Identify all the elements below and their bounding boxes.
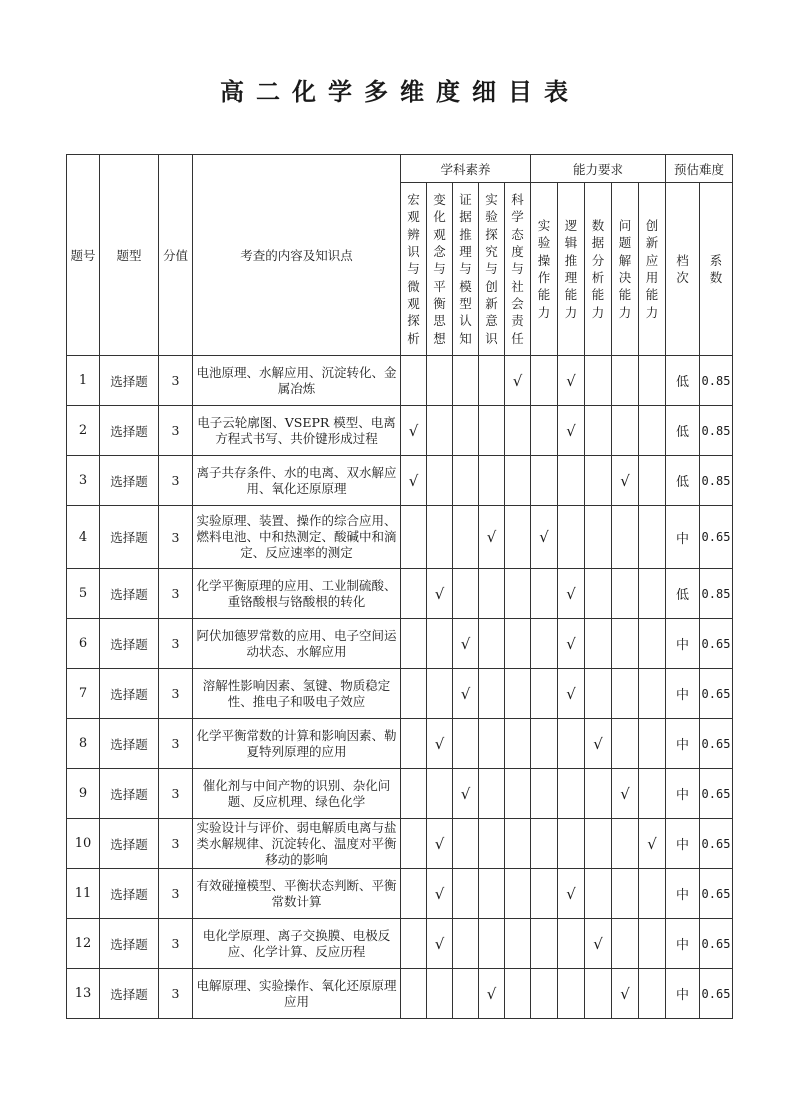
header-type: 题型 [100,155,159,356]
table-row [67,919,733,969]
ability-cell-2 [558,919,585,969]
ability-cell-1 [531,869,558,919]
ability-cell-1 [531,969,558,1019]
table-row [67,869,733,919]
question-content: 电池原理、水解应用、沉淀转化、金属冶炼 [193,356,401,406]
header-literacy-2: 变化观念与平衡思想 [427,183,453,356]
difficulty-coef: 0.85 [700,356,733,406]
question-number: 1 [67,356,100,406]
question-score: 3 [159,506,193,569]
literacy-cell-2 [427,619,453,669]
header-level: 档次 [666,183,700,356]
ability-cell-1 [531,569,558,619]
question-number: 10 [67,819,100,869]
header-ability-4: 问题解决能力 [612,183,639,356]
ability-cell-1 [531,919,558,969]
header-literacy-5: 科学态度与社会责任 [505,183,531,356]
check-mark: √ [453,619,479,669]
difficulty-coef: 0.65 [700,769,733,819]
check-mark: √ [531,506,558,569]
literacy-cell-1 [401,569,427,619]
question-content: 化学平衡常数的计算和影响因素、勒夏特列原理的应用 [193,719,401,769]
table-row [67,669,733,719]
check-mark: √ [612,769,639,819]
literacy-cell-2 [427,769,453,819]
table-row [67,719,733,769]
literacy-cell-3 [453,819,479,869]
literacy-cell-2 [427,356,453,406]
literacy-cell-4 [479,669,505,719]
ability-cell-4 [612,669,639,719]
question-type: 选择题 [100,719,159,769]
table-row [67,356,733,406]
check-mark: √ [558,406,585,456]
ability-cell-4 [612,506,639,569]
literacy-cell-4 [479,719,505,769]
literacy-cell-4 [479,919,505,969]
literacy-cell-2 [427,456,453,506]
difficulty-coef: 0.65 [700,719,733,769]
literacy-cell-1 [401,869,427,919]
question-number: 2 [67,406,100,456]
literacy-cell-3 [453,569,479,619]
question-score: 3 [159,869,193,919]
difficulty-level: 低 [666,356,700,406]
table-row [67,819,733,869]
ability-cell-4 [612,619,639,669]
difficulty-level: 中 [666,819,700,869]
check-mark: √ [585,719,612,769]
literacy-cell-4 [479,356,505,406]
literacy-cell-5 [505,456,531,506]
check-mark: √ [453,769,479,819]
check-mark: √ [558,669,585,719]
question-score: 3 [159,919,193,969]
question-content: 有效碰撞模型、平衡状态判断、平衡常数计算 [193,869,401,919]
ability-cell-1 [531,406,558,456]
ability-cell-3 [585,769,612,819]
table-row [67,569,733,619]
ability-cell-1 [531,669,558,719]
difficulty-level: 低 [666,569,700,619]
question-content: 离子共存条件、水的电离、双水解应用、氧化还原原理 [193,456,401,506]
question-score: 3 [159,669,193,719]
literacy-cell-3 [453,456,479,506]
question-number: 13 [67,969,100,1019]
ability-cell-4 [612,919,639,969]
check-mark: √ [427,869,453,919]
question-content: 电化学原理、离子交换膜、电极反应、化学计算、反应历程 [193,919,401,969]
ability-cell-5 [639,456,666,506]
ability-cell-3 [585,506,612,569]
literacy-cell-5 [505,619,531,669]
header-ability-3: 数据分析能力 [585,183,612,356]
ability-cell-2 [558,506,585,569]
difficulty-level: 低 [666,456,700,506]
ability-cell-4 [612,719,639,769]
difficulty-level: 中 [666,969,700,1019]
check-mark: √ [427,819,453,869]
ability-cell-1 [531,719,558,769]
difficulty-coef: 0.85 [700,456,733,506]
check-mark: √ [558,869,585,919]
literacy-cell-1 [401,769,427,819]
header-literacy-3: 证据推理与模型认知 [453,183,479,356]
ability-cell-1 [531,769,558,819]
page-title: 高二化学多维度细目表 [220,77,580,106]
ability-cell-5 [639,769,666,819]
literacy-cell-5 [505,869,531,919]
difficulty-level: 中 [666,619,700,669]
difficulty-coef: 0.65 [700,506,733,569]
difficulty-coef: 0.85 [700,406,733,456]
ability-cell-4 [612,356,639,406]
literacy-cell-5 [505,819,531,869]
difficulty-level: 中 [666,719,700,769]
literacy-cell-5 [505,969,531,1019]
ability-cell-3 [585,669,612,719]
header-ability-group: 能力要求 [531,155,666,183]
ability-cell-3 [585,969,612,1019]
ability-cell-5 [639,869,666,919]
literacy-cell-1 [401,669,427,719]
question-content: 电子云轮廓图、VSEPR 模型、电离方程式书写、共价键形成过程 [193,406,401,456]
literacy-cell-4 [479,456,505,506]
question-type: 选择题 [100,869,159,919]
ability-cell-5 [639,919,666,969]
question-score: 3 [159,719,193,769]
question-score: 3 [159,456,193,506]
ability-cell-3 [585,819,612,869]
question-score: 3 [159,969,193,1019]
literacy-cell-1 [401,619,427,669]
literacy-cell-3 [453,506,479,569]
literacy-cell-3 [453,869,479,919]
ability-cell-3 [585,456,612,506]
literacy-cell-3 [453,969,479,1019]
question-score: 3 [159,819,193,869]
difficulty-level: 中 [666,869,700,919]
question-type: 选择题 [100,769,159,819]
check-mark: √ [505,356,531,406]
literacy-cell-2 [427,506,453,569]
check-mark: √ [427,569,453,619]
difficulty-coef: 0.65 [700,869,733,919]
ability-cell-3 [585,619,612,669]
table-row [67,506,733,569]
ability-cell-4 [612,569,639,619]
question-type: 选择题 [100,456,159,506]
ability-cell-2 [558,819,585,869]
check-mark: √ [612,456,639,506]
table-row [67,619,733,669]
literacy-cell-4 [479,619,505,669]
literacy-cell-5 [505,769,531,819]
literacy-cell-2 [427,969,453,1019]
ability-cell-3 [585,356,612,406]
question-content: 催化剂与中间产物的识别、杂化问题、反应机理、绿色化学 [193,769,401,819]
check-mark: √ [401,456,427,506]
ability-cell-5 [639,406,666,456]
detail-table [66,154,733,1019]
question-type: 选择题 [100,356,159,406]
literacy-cell-5 [505,569,531,619]
ability-cell-5 [639,356,666,406]
ability-cell-5 [639,506,666,569]
literacy-cell-1 [401,969,427,1019]
literacy-cell-2 [427,406,453,456]
literacy-cell-3 [453,719,479,769]
question-number: 8 [67,719,100,769]
header-coef: 系数 [700,183,733,356]
question-number: 11 [67,869,100,919]
ability-cell-3 [585,869,612,919]
header-content: 考查的内容及知识点 [193,155,401,356]
table-row [67,969,733,1019]
header-literacy-group: 学科素养 [401,155,531,183]
literacy-cell-1 [401,719,427,769]
difficulty-coef: 0.65 [700,969,733,1019]
header-literacy-1: 宏观辨识与微观探析 [401,183,427,356]
literacy-cell-4 [479,819,505,869]
question-type: 选择题 [100,969,159,1019]
question-number: 7 [67,669,100,719]
ability-cell-1 [531,819,558,869]
literacy-cell-1 [401,919,427,969]
question-type: 选择题 [100,569,159,619]
ability-cell-1 [531,619,558,669]
ability-cell-4 [612,869,639,919]
question-type: 选择题 [100,669,159,719]
header-literacy-4: 实验探究与创新意识 [479,183,505,356]
header-ability-5: 创新应用能力 [639,183,666,356]
literacy-cell-1 [401,819,427,869]
literacy-cell-4 [479,869,505,919]
question-type: 选择题 [100,506,159,569]
question-type: 选择题 [100,619,159,669]
header-difficulty-group: 预估难度 [666,155,733,183]
ability-cell-5 [639,669,666,719]
table-row [67,769,733,819]
question-content: 化学平衡原理的应用、工业制硫酸、重铬酸根与铬酸根的转化 [193,569,401,619]
question-score: 3 [159,769,193,819]
ability-cell-2 [558,456,585,506]
difficulty-level: 中 [666,769,700,819]
ability-cell-5 [639,969,666,1019]
literacy-cell-5 [505,406,531,456]
ability-cell-1 [531,356,558,406]
ability-cell-4 [612,819,639,869]
question-type: 选择题 [100,406,159,456]
ability-cell-2 [558,769,585,819]
literacy-cell-5 [505,506,531,569]
literacy-cell-2 [427,669,453,719]
question-content: 阿伏加德罗常数的应用、电子空间运动状态、水解应用 [193,619,401,669]
header-ability-1: 实验操作能力 [531,183,558,356]
header-ability-2: 逻辑推理能力 [558,183,585,356]
difficulty-coef: 0.65 [700,919,733,969]
literacy-cell-4 [479,769,505,819]
difficulty-level: 低 [666,406,700,456]
question-content: 电解原理、实验操作、氧化还原原理应用 [193,969,401,1019]
question-content: 实验设计与评价、弱电解质电离与盐类水解规律、沉淀转化、温度对平衡移动的影响 [193,819,401,869]
ability-cell-5 [639,719,666,769]
ability-cell-3 [585,406,612,456]
difficulty-level: 中 [666,669,700,719]
header-score: 分值 [159,155,193,356]
check-mark: √ [612,969,639,1019]
check-mark: √ [639,819,666,869]
table-row [67,406,733,456]
question-type: 选择题 [100,919,159,969]
difficulty-coef: 0.65 [700,619,733,669]
ability-cell-3 [585,569,612,619]
ability-cell-4 [612,406,639,456]
check-mark: √ [479,969,505,1019]
literacy-cell-3 [453,406,479,456]
literacy-cell-3 [453,356,479,406]
check-mark: √ [401,406,427,456]
difficulty-coef: 0.65 [700,669,733,719]
question-number: 5 [67,569,100,619]
check-mark: √ [479,506,505,569]
check-mark: √ [427,719,453,769]
question-type: 选择题 [100,819,159,869]
literacy-cell-1 [401,506,427,569]
question-content: 溶解性影响因素、氢键、物质稳定性、推电子和吸电子效应 [193,669,401,719]
question-content: 实验原理、装置、操作的综合应用、燃料电池、中和热测定、酸碱中和滴定、反应速率的测定 [193,506,401,569]
question-number: 9 [67,769,100,819]
question-number: 12 [67,919,100,969]
ability-cell-5 [639,619,666,669]
question-score: 3 [159,569,193,619]
check-mark: √ [558,619,585,669]
question-score: 3 [159,356,193,406]
literacy-cell-5 [505,669,531,719]
literacy-cell-5 [505,919,531,969]
question-number: 6 [67,619,100,669]
question-score: 3 [159,406,193,456]
question-number: 4 [67,506,100,569]
difficulty-level: 中 [666,919,700,969]
literacy-cell-4 [479,569,505,619]
difficulty-coef: 0.85 [700,569,733,619]
difficulty-level: 中 [666,506,700,569]
literacy-cell-3 [453,919,479,969]
check-mark: √ [453,669,479,719]
header-no: 题号 [67,155,100,356]
table-row [67,456,733,506]
ability-cell-2 [558,719,585,769]
question-number: 3 [67,456,100,506]
ability-cell-2 [558,969,585,1019]
check-mark: √ [585,919,612,969]
difficulty-coef: 0.65 [700,819,733,869]
check-mark: √ [558,356,585,406]
question-score: 3 [159,619,193,669]
ability-cell-5 [639,569,666,619]
check-mark: √ [558,569,585,619]
literacy-cell-1 [401,356,427,406]
literacy-cell-5 [505,719,531,769]
ability-cell-1 [531,456,558,506]
literacy-cell-4 [479,406,505,456]
check-mark: √ [427,919,453,969]
